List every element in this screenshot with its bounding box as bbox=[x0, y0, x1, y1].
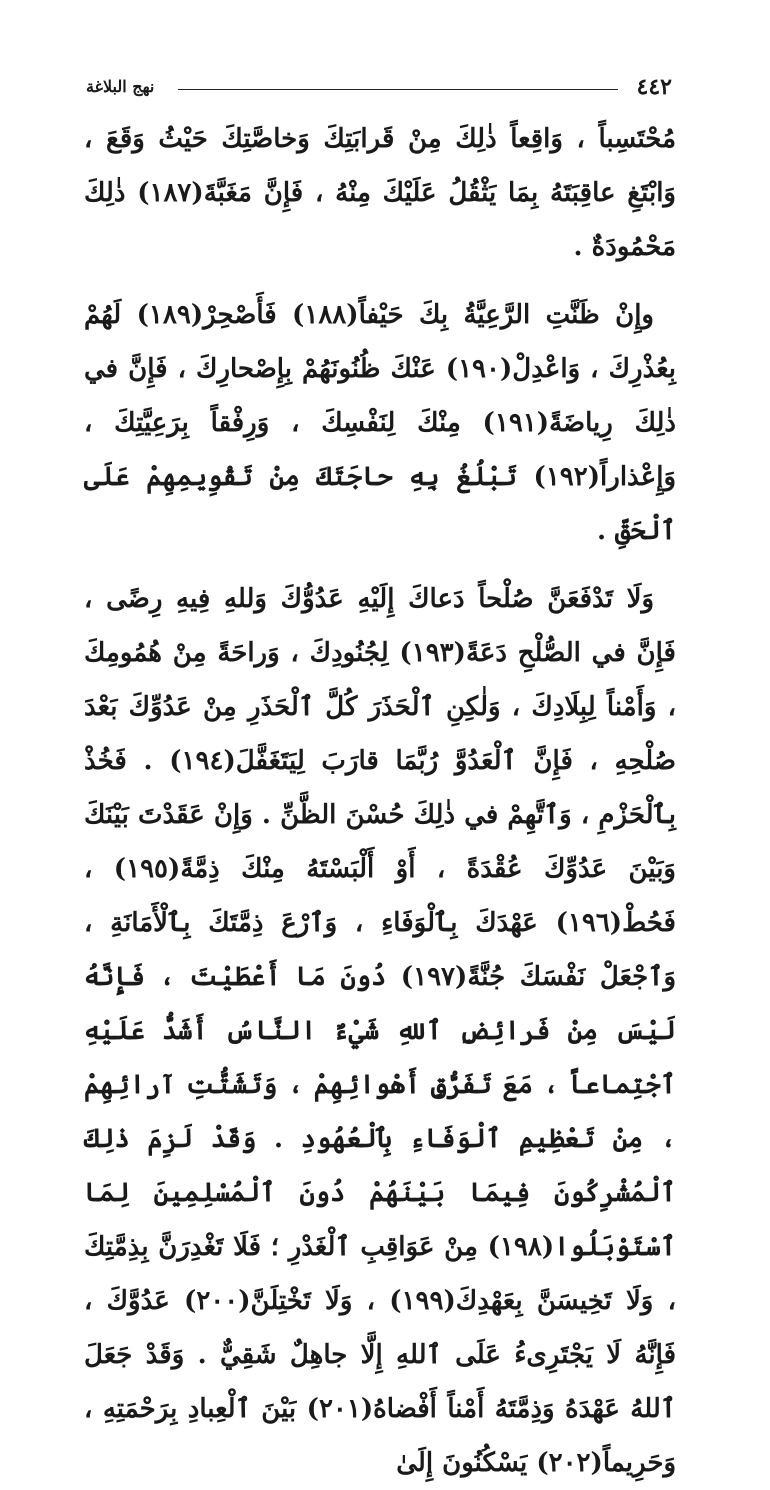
paragraph-3: وَلَا تَدْفَعَنَّ صُلْحاً دَعاكَ إِلَيْهِ عَدُوُّكَ وَللهِ فِيهِ رِضًى ، فَإِنَّ في الصُّلْحِ دَعَةً(١٩٣) لِجُنُودِكَ ، وَراحَةً مِنْ هُمُومِكَ ، وَأَمْناً لِبِلَادِكَ ، وَلٰكِنِ ٱلْحَذَرَ كُلَّ ٱلْحَذَرِ مِنْ عَدُوِّكَ بَعْدَ صُلْحِهِ ، فَإِنَّ ٱلْعَدُوَّ رُبَّمَا قارَبَ لِيَتَغَفَّلَ(١٩٤) . فَخُذْ بِٱلْحَزْمِ ، وَٱتَّهِمْ في ذٰلِكَ حُسْنَ الظَّنِّ . وَإِنْ عَقَدْتَ بَيْنَكَ وَبَيْنَ عَدُوِّكَ عُقْدَةً ، أَوْ أَلْبَسْتَهُ مِنْكَ ذِمَّةً(١٩٥) ، فَحُطْ(١٩٦) عَهْدَكَ بِٱلْوَفَاءِ ، وَٱرْعَ ذِمَّتَكَ بِٱلْأَمَانَةِ ، وَٱجْعَلْ نَفْسَكَ جُنَّةً(١٩٧) دُونَ مَا أَعْطَيْتَ ، فَإِنَّهُ لَيْسَ مِنْ فَرائِضِ ٱللهِ شَيْءٌ النَّاسُ أَشَدُّ عَلَيْهِ ٱجْتِماعاً ، مَعَ تَفَرُّقِ أَهْوائِهِمْ ، وَتَشَتُّتِ آرائِهِمْ ، مِنْ تَعْظِيمِ ٱلْوَفَاءِ بِٱلْعُهُودِ . وَقَدْ لَزِمَ ذٰلِكَ ٱلْمُشْرِكُونَ فِيمَا بَيْنَهُمْ دُونَ ٱلْمُسْلِمِينَ لِمَا ٱسْتَوْبَلُوا(١٩٨) مِنْ عَوَاقِبِ ٱلْغَدْرِ ؛ فَلَا تَغْدِرَنَّ بِذِمَّتِكَ ، وَلَا تَخِيسَنَّ بِعَهْدِكَ(١٩٩) ، وَلَا تَخْتِلَنَّ(٢٠٠) عَدُوَّكَ ، فَإِنَّهُ لَا يَجْتَرِىءُ عَلَى ٱللهِ إِلَّا جاهِلٌ شَقِيٌّ . وَقَدْ جَعَلَ ٱللهُ عَهْدَهُ وَذِمَّتَهُ أَمْناً أَفْضاهُ(٢٠١) بَيْنَ ٱلْعِبادِ بِرَحْمَتِهِ ، وَحَرِيماً(٢٠٢) يَسْكُنُونَ إِلَىٰ bbox=[84, 584, 677, 1478]
paragraph-1: مُحْتَسِباً ، وَاقِعاً ذٰلِكَ مِنْ قَرابَتِكَ وَخاصَّتِكَ حَيْثُ وَقَعَ ، وَابْتَغِ عاقِبَتَهُ بِمَا يَثْقُلُ عَلَيْكَ مِنْهُ ، فَإِنَّ مَغَبَّةَ(١٨٧) ذٰلِكَ مَحْمُودَةٌ . bbox=[84, 124, 676, 262]
page-header bbox=[86, 72, 672, 102]
page-body bbox=[84, 112, 676, 1490]
page-number: ٤٤٢ bbox=[636, 74, 672, 100]
header-rule bbox=[178, 89, 618, 90]
running-title: نهج البلاغة bbox=[86, 77, 155, 96]
paragraph-2: وإِنْ ظَنَّتِ الرَّعِيَّةُ بِكَ حَيْفاً(١٨٨) فَأَصْحِرْ(١٨٩) لَهُمْ بِعُذْرِكَ ، وَاعْدِلْ(١٩٠) عَنْكَ ظُنُونَهُمْ بِإِصْحارِكَ ، فَإِنَّ في ذٰلِكَ رِياضَةً(١٩١) مِنْكَ لِنَفْسِكَ ، وَرِفْقاً بِرَعِيَّتِكَ ، وَإِعْذاراً(١٩٢) تَبْلُغُ بِهِ حاجَتَكَ مِنْ تَقْوِيمِهِمْ عَلَى ٱلْحَقِّ . bbox=[84, 300, 677, 546]
